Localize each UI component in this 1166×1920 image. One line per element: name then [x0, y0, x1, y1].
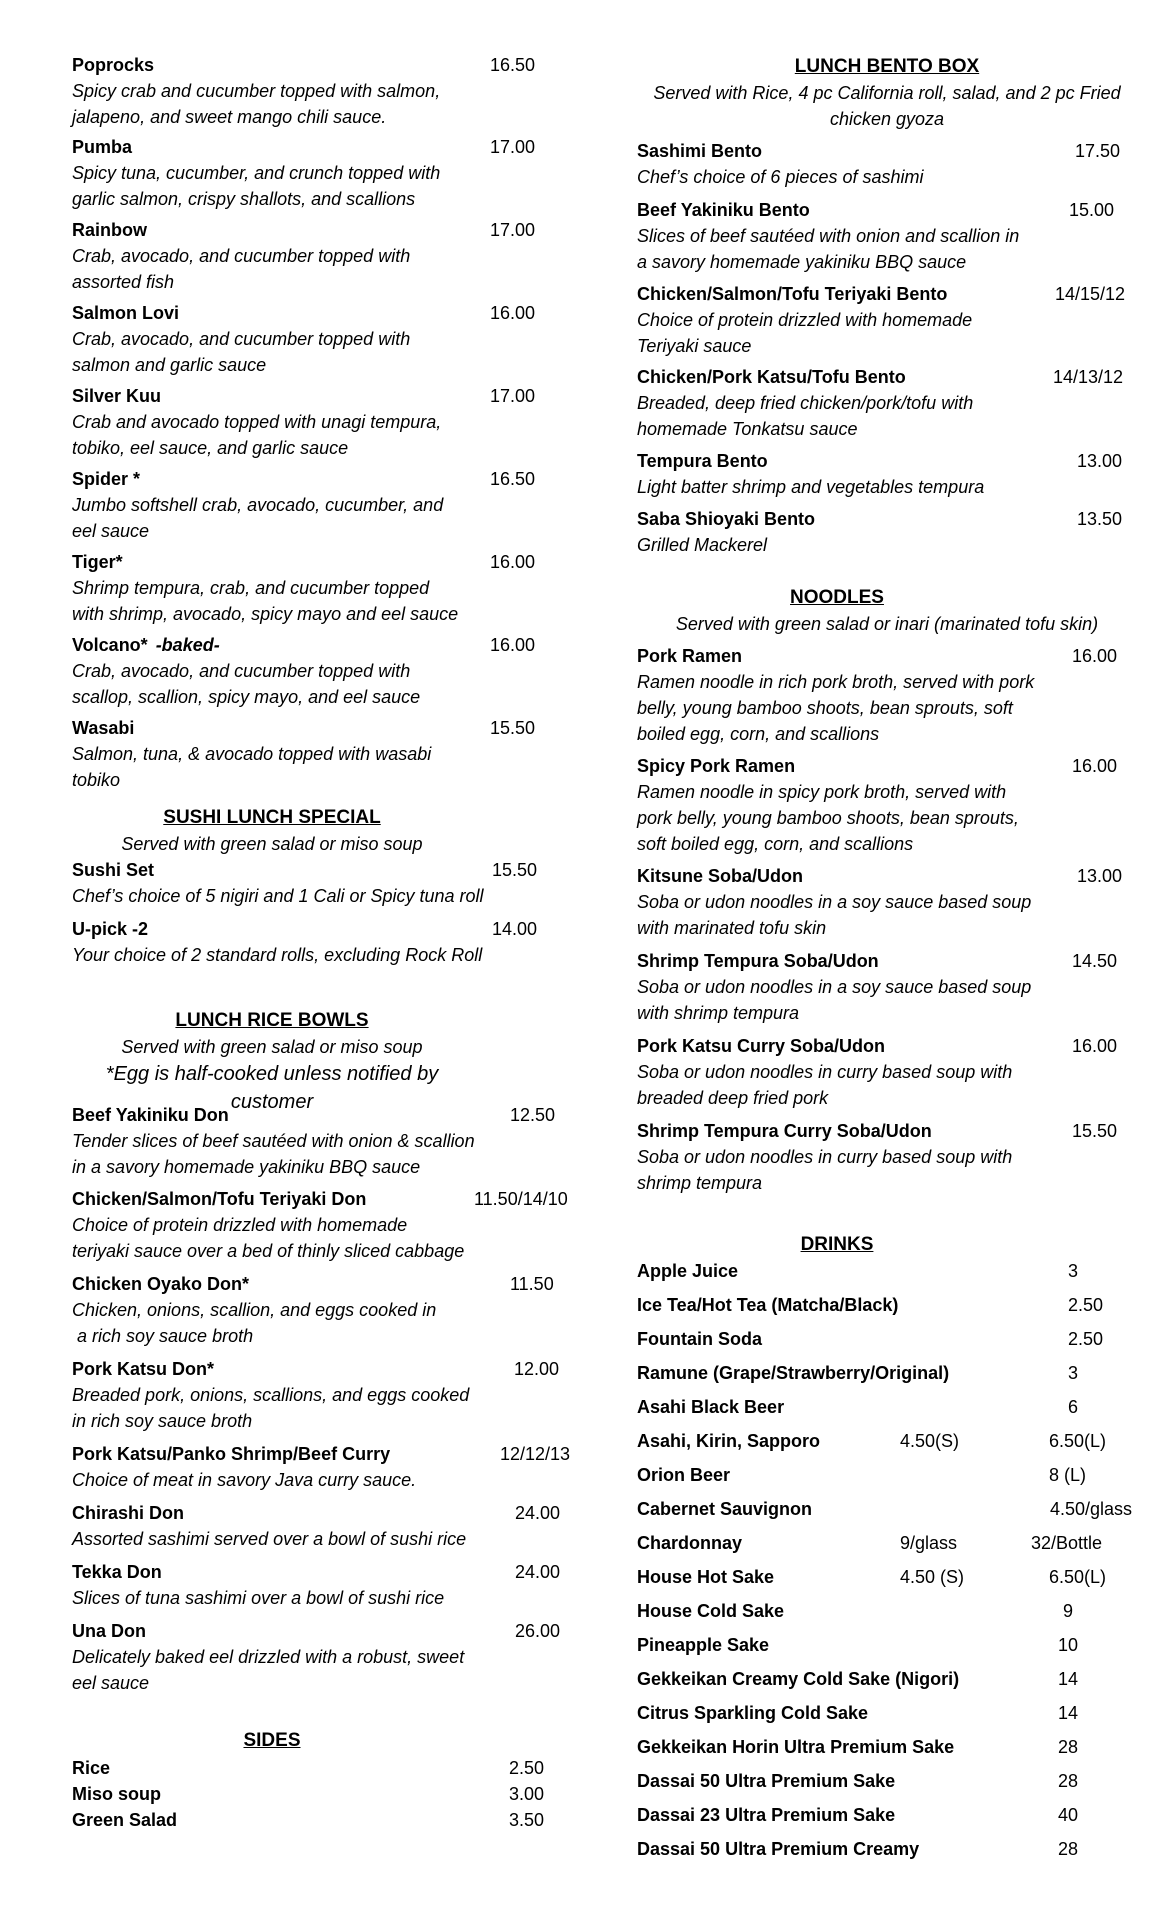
item-desc-line: Shrimp tempura, crab, and cucumber topped: [72, 578, 430, 598]
drink-item: [637, 1598, 1137, 1624]
item-price: 13.50: [1077, 509, 1123, 529]
item-name: Chicken/Salmon/Tofu Teriyaki Don: [72, 1189, 367, 1209]
menu-item-wasabi: [72, 715, 587, 793]
item-desc-line: soft boiled egg, corn, and scallions: [637, 834, 914, 854]
item-desc-line: Spicy tuna, cucumber, and crunch topped with: [72, 163, 441, 183]
item-desc-line: shrimp tempura: [637, 1173, 763, 1193]
menu-item-u-pick-2: [72, 916, 587, 968]
item-desc-line: tobiko, eel sauce, and garlic sauce: [72, 438, 349, 458]
item-desc-line: Grilled Mackerel: [637, 535, 768, 555]
menu-item-sushi-set: [72, 857, 587, 909]
item-name: Sashimi Bento: [637, 141, 763, 161]
item-desc-line: Slices of tuna sashimi over a bowl of sushi rice: [72, 1588, 445, 1608]
item-name: Shrimp Tempura Curry Soba/Udon: [637, 1121, 932, 1141]
item-price: 24.00: [515, 1503, 561, 1523]
item-name: Tekka Don: [72, 1562, 162, 1582]
menu-item-spider: [72, 466, 587, 544]
drink-price: 28: [1058, 1737, 1079, 1757]
item-desc-line: scallop, scallion, spicy mayo, and eel sauce: [72, 687, 421, 707]
section-subtitle-bento: chicken gyoza: [829, 109, 945, 129]
item-price: 14.50: [1072, 951, 1118, 971]
item-desc-line: Crab, avocado, and cucumber topped with: [72, 246, 411, 266]
side-item-miso-soup: [72, 1781, 587, 1807]
item-name: Chicken/Pork Katsu/Tofu Bento: [637, 367, 906, 387]
item-desc-line: Soba or udon noodles in curry based soup with: [637, 1147, 1013, 1167]
item-desc-line: Your choice of 2 standard rolls, excluding Rock Roll: [72, 945, 483, 965]
item-desc-line: a savory homemade yakiniku BBQ sauce: [637, 252, 967, 272]
item-name: Pork Ramen: [637, 646, 743, 666]
item-price: 16.00: [490, 552, 536, 572]
item-desc-line: Slices of beef sautéed with onion and scallion in: [637, 226, 1020, 246]
item-name: Pumba: [72, 137, 133, 157]
item-name: Spider *: [72, 469, 141, 489]
item-desc-line: Soba or udon noodles in a soy sauce based soup: [637, 977, 1032, 997]
item-desc-line: garlic salmon, crispy shallots, and scallions: [72, 189, 416, 209]
menu-item-pork-katsu-don: [72, 1356, 587, 1434]
item-desc-line: Ramen noodle in rich pork broth, served with pork: [637, 672, 1035, 692]
item-desc-line: salmon and garlic sauce: [72, 355, 267, 375]
item-name: Chicken Oyako Don*: [72, 1274, 250, 1294]
drink-item: [637, 1836, 1137, 1862]
item-name: Silver Kuu: [72, 386, 162, 406]
item-desc-line: Soba or udon noodles in curry based soup with: [637, 1062, 1013, 1082]
item-name: Green Salad: [72, 1810, 178, 1830]
drink-price: 4.50/glass: [1050, 1499, 1133, 1519]
item-desc-line: Chef’s choice of 5 nigiri and 1 Cali or Spicy tuna roll: [72, 886, 484, 906]
drink-item: [637, 1360, 1137, 1386]
item-price: 12/12/13: [500, 1444, 571, 1464]
drink-name: Ramune (Grape/Strawberry/Original): [637, 1363, 950, 1383]
item-desc-line: Breaded pork, onions, scallions, and eggs cooked: [72, 1385, 470, 1405]
item-price: 16.00: [1072, 756, 1118, 776]
menu-item-kitsune-soba-udon: [637, 863, 1137, 941]
side-item-green-salad: [72, 1807, 587, 1833]
drink-name: Asahi, Kirin, Sapporo: [637, 1431, 821, 1451]
menu-item-teriyaki-don: [72, 1186, 587, 1264]
menu-item-una-don: [72, 1618, 587, 1696]
drink-item: [637, 1564, 1137, 1590]
item-name: Rice: [72, 1758, 111, 1778]
drink-price: 14: [1058, 1669, 1079, 1689]
menu-item-curry: [72, 1441, 587, 1493]
item-desc-line: eel sauce: [72, 521, 150, 541]
menu-item-tekka-don: [72, 1559, 587, 1611]
item-desc-line: Delicately baked eel drizzled with a robust, sweet: [72, 1647, 465, 1667]
item-desc-line: assorted fish: [72, 272, 175, 292]
section-title-noodles: NOODLES: [790, 587, 884, 608]
item-price: 15.50: [1072, 1121, 1118, 1141]
drink-name: Fountain Soda: [637, 1329, 762, 1349]
section-title-rice-bowls: LUNCH RICE BOWLS: [175, 1010, 369, 1031]
item-name: Una Don: [72, 1621, 146, 1641]
item-note: -baked-: [155, 635, 220, 655]
drink-name: Dassai 50 Ultra Premium Sake: [637, 1771, 896, 1791]
drink-item: [637, 1530, 1137, 1556]
item-price: 15.00: [1069, 200, 1115, 220]
drink-item: [637, 1768, 1137, 1794]
item-name: Kitsune Soba/Udon: [637, 866, 803, 886]
drink-name: Dassai 23 Ultra Premium Sake: [637, 1805, 896, 1825]
item-name: Tiger*: [72, 552, 123, 572]
item-desc-line: eel sauce: [72, 1673, 150, 1693]
item-desc-line: Light batter shrimp and vegetables tempura: [637, 477, 985, 497]
drink-item: [637, 1394, 1137, 1420]
menu-item-chicken-oyako-don: [72, 1271, 587, 1349]
item-price: 17.00: [490, 137, 536, 157]
item-price: 16.00: [490, 303, 536, 323]
menu-item-beef-yakiniku-bento: [637, 197, 1137, 275]
item-desc-line: Choice of meat in savory Java curry sauce.: [72, 1470, 417, 1490]
drink-price: 28: [1058, 1771, 1079, 1791]
item-price: 12.50: [510, 1105, 556, 1125]
item-desc-line: Assorted sashimi served over a bowl of sushi rice: [72, 1529, 467, 1549]
item-desc-line: Chicken, onions, scallion, and eggs cooked in: [72, 1300, 437, 1320]
menu-item-saba-shioyaki-bento: [637, 506, 1137, 558]
drink-item: [637, 1258, 1137, 1284]
item-name: Chicken/Salmon/Tofu Teriyaki Bento: [637, 284, 948, 304]
item-price: 14/13/12: [1053, 367, 1124, 387]
item-price: 17.50: [1075, 141, 1121, 161]
drink-item: [637, 1666, 1137, 1692]
drink-price: 10: [1058, 1635, 1079, 1655]
drink-item: [637, 1802, 1137, 1828]
item-desc-line: Tender slices of beef sautéed with onion & scallion: [72, 1131, 475, 1151]
drink-price: 6.50(L): [1049, 1431, 1107, 1451]
drink-item: [637, 1496, 1137, 1522]
item-price: 16.50: [490, 55, 536, 75]
item-desc-line: with shrimp tempura: [637, 1003, 800, 1023]
item-name: Pork Katsu/Panko Shrimp/Beef Curry: [72, 1444, 391, 1464]
item-desc-line: pork belly, young bamboo shoots, bean sprouts,: [637, 808, 1019, 828]
drink-price: 2.50: [1068, 1295, 1104, 1315]
menu-item-volcano: [72, 632, 587, 710]
item-price: 13.00: [1077, 866, 1123, 886]
item-name: Saba Shioyaki Bento: [637, 509, 816, 529]
item-name-text: Volcano*: [72, 635, 148, 655]
drink-price: 28: [1058, 1839, 1079, 1859]
item-name: U-pick -2: [72, 919, 149, 939]
item-price: 15.50: [492, 860, 538, 880]
drink-item: [637, 1734, 1137, 1760]
item-desc-line: in a savory homemade yakiniku BBQ sauce: [72, 1157, 421, 1177]
section-subtitle-sushi-special: Served with green salad or miso soup: [121, 834, 423, 854]
drink-name: Apple Juice: [637, 1261, 739, 1281]
item-desc-line: tobiko: [72, 770, 121, 790]
item-desc-line: Choice of protein drizzled with homemade: [637, 310, 973, 330]
menu-item-rainbow: [72, 217, 587, 295]
drink-price: 8 (L): [1049, 1465, 1087, 1485]
menu-item-shrimp-tempura-soba-udon: [637, 948, 1137, 1026]
item-price: 16.00: [1072, 1036, 1118, 1056]
item-price: 24.00: [515, 1562, 561, 1582]
item-desc-line: Crab, avocado, and cucumber topped with: [72, 661, 411, 681]
menu-item-katsu-bento: [637, 364, 1137, 442]
drink-price: 40: [1058, 1805, 1079, 1825]
item-price: 16.50: [490, 469, 536, 489]
item-price: 11.50/14/10: [474, 1189, 568, 1209]
item-price: 16.00: [1072, 646, 1118, 666]
item-desc-line: with marinated tofu skin: [637, 918, 827, 938]
drink-price: 3: [1068, 1261, 1079, 1281]
item-price: 11.50: [510, 1274, 554, 1294]
menu-item-spicy-pork-ramen: [637, 753, 1137, 857]
drink-item: [637, 1700, 1137, 1726]
item-desc-line: Soba or udon noodles in a soy sauce based soup: [637, 892, 1032, 912]
section-title-sushi-special: SUSHI LUNCH SPECIAL: [163, 807, 381, 828]
drink-name: Orion Beer: [637, 1465, 731, 1485]
menu-item-chirashi-don: [72, 1500, 587, 1552]
menu-item-poprocks: [72, 52, 587, 130]
item-desc-line: Breaded, deep fried chicken/pork/tofu with: [637, 393, 974, 413]
drink-price: 14: [1058, 1703, 1079, 1723]
drink-name: Cabernet Sauvignon: [637, 1499, 813, 1519]
drink-glass-price: 9/glass: [900, 1533, 958, 1553]
drink-price: 32/Bottle: [1031, 1533, 1103, 1553]
menu-item-tempura-bento: [637, 448, 1137, 500]
drink-name: Pineapple Sake: [637, 1635, 770, 1655]
item-desc-line: belly, young bamboo shoots, bean sprouts, soft: [637, 698, 1013, 718]
item-price: 3.00: [509, 1784, 545, 1804]
drink-name: Ice Tea/Hot Tea (Matcha/Black): [637, 1295, 899, 1315]
item-name: Pork Katsu Curry Soba/Udon: [637, 1036, 886, 1056]
item-desc-line: with shrimp, avocado, spicy mayo and eel sauce: [72, 604, 459, 624]
item-name: Miso soup: [72, 1784, 161, 1804]
drink-price: 6: [1068, 1397, 1079, 1417]
item-price: 12.00: [514, 1359, 560, 1379]
drink-item: [637, 1462, 1137, 1488]
item-desc-line: Jumbo softshell crab, avocado, cucumber, and: [72, 495, 444, 515]
item-desc-line: jalapeno, and sweet mango chili sauce.: [72, 107, 387, 127]
item-price: 2.50: [509, 1758, 545, 1778]
item-name: Pork Katsu Don*: [72, 1359, 215, 1379]
menu-item-tiger: [72, 549, 587, 627]
drink-name: Chardonnay: [637, 1533, 743, 1553]
item-name: Wasabi: [72, 718, 135, 738]
item-desc-line: Crab and avocado topped with unagi tempura,: [72, 412, 442, 432]
item-name: Shrimp Tempura Soba/Udon: [637, 951, 879, 971]
drink-item: [637, 1326, 1137, 1352]
menu-item-salmon-lovi: [72, 300, 587, 378]
item-price: 15.50: [490, 718, 536, 738]
item-desc-line: a rich soy sauce broth: [72, 1326, 254, 1346]
drink-name: House Hot Sake: [637, 1567, 775, 1587]
drink-price: 3: [1068, 1363, 1079, 1383]
item-price: 17.00: [490, 220, 536, 240]
menu-item-silver-kuu: [72, 383, 587, 461]
item-desc-line: Crab, avocado, and cucumber topped with: [72, 329, 411, 349]
section-title-bento: LUNCH BENTO BOX: [794, 56, 980, 77]
drink-name: Gekkeikan Horin Ultra Premium Sake: [637, 1737, 955, 1757]
drink-name: Gekkeikan Creamy Cold Sake (Nigori): [637, 1669, 960, 1689]
item-name: Rainbow: [72, 220, 147, 240]
menu-item-beef-yakiniku-don: [72, 1102, 587, 1180]
menu-item-sashimi-bento: [637, 138, 1137, 190]
item-desc-line: Spicy crab and cucumber topped with salmon,: [72, 81, 441, 101]
item-price: 17.00: [490, 386, 536, 406]
item-desc-line: Ramen noodle in spicy pork broth, served with: [637, 782, 1007, 802]
item-price: 14/15/12: [1055, 284, 1126, 304]
drink-price: 9: [1063, 1601, 1074, 1621]
item-desc-line: boiled egg, corn, and scallions: [637, 724, 880, 744]
drink-small-price: 4.50(S): [900, 1431, 960, 1451]
item-name: Sushi Set: [72, 860, 155, 880]
menu-item-teriyaki-bento: [637, 281, 1137, 359]
menu-item-pumba: [72, 134, 587, 212]
drink-price: 6.50(L): [1049, 1567, 1107, 1587]
item-name: Poprocks: [72, 55, 155, 75]
section-title-drinks: DRINKS: [800, 1234, 874, 1255]
item-desc-line: Chef’s choice of 6 pieces of sashimi: [637, 167, 924, 187]
item-price: 13.00: [1077, 451, 1123, 471]
item-name: Beef Yakiniku Don: [72, 1105, 229, 1125]
section-subtitle-rice-bowls: Served with green salad or miso soup: [121, 1037, 423, 1057]
section-subtitle-noodles: Served with green salad or inari (marinated tofu skin): [675, 614, 1099, 634]
drink-price: 2.50: [1068, 1329, 1104, 1349]
menu-item-shrimp-tempura-curry-soba-udon: [637, 1118, 1137, 1196]
menu-item-pork-katsu-curry-soba-udon: [637, 1033, 1137, 1111]
menu-item-pork-ramen: [637, 643, 1137, 747]
drink-small-price: 4.50 (S): [900, 1567, 965, 1587]
item-price: 26.00: [515, 1621, 561, 1641]
item-desc-line: Teriyaki sauce: [637, 336, 752, 356]
drink-item: [637, 1428, 1137, 1454]
item-price: 3.50: [509, 1810, 545, 1830]
item-desc-line: homemade Tonkatsu sauce: [637, 419, 858, 439]
item-name: Tempura Bento: [637, 451, 768, 471]
item-desc-line: in rich soy sauce broth: [72, 1411, 253, 1431]
drink-name: Dassai 50 Ultra Premium Creamy: [637, 1839, 920, 1859]
item-name: Chirashi Don: [72, 1503, 185, 1523]
item-desc-line: Salmon, tuna, & avocado topped with wasabi: [72, 744, 432, 764]
item-desc-line: breaded deep fried pork: [637, 1088, 829, 1108]
item-name: Salmon Lovi: [72, 303, 180, 323]
item-desc-line: Choice of protein drizzled with homemade: [72, 1215, 408, 1235]
item-name: Beef Yakiniku Bento: [637, 200, 810, 220]
drink-name: Asahi Black Beer: [637, 1397, 785, 1417]
item-name: Spicy Pork Ramen: [637, 756, 796, 776]
side-item-rice: [72, 1755, 587, 1781]
section-subtitle-bento: Served with Rice, 4 pc California roll, salad, and 2 pc Fried: [653, 83, 1121, 103]
drink-name: Citrus Sparkling Cold Sake: [637, 1703, 869, 1723]
item-price: 16.00: [490, 635, 536, 655]
item-price: 14.00: [492, 919, 538, 939]
drink-name: House Cold Sake: [637, 1601, 785, 1621]
section-note-rice-bowls: *Egg is half-cooked unless notified by customer: [105, 1063, 439, 1113]
drink-item: [637, 1292, 1137, 1318]
section-title-sides: SIDES: [243, 1730, 301, 1751]
drink-item: [637, 1632, 1137, 1658]
item-desc-line: teriyaki sauce over a bed of thinly sliced cabbage: [72, 1241, 465, 1261]
